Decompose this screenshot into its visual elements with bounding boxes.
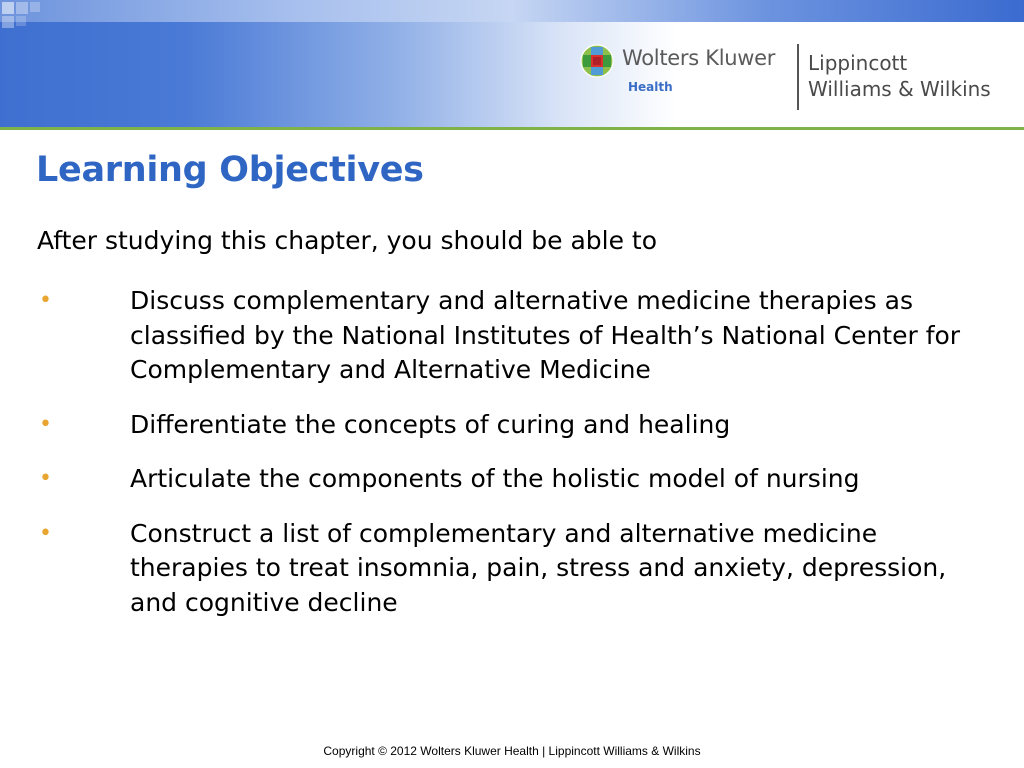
objective-item: [37, 408, 997, 443]
objective-text: Construct a list of complementary and alternative medicine therapies to treat insomnia, pain, stress and anxiety, depression, and cognitive decline: [130, 518, 947, 617]
objective-text: Differentiate the concepts of curing and healing: [130, 409, 731, 439]
objective-text: Articulate the components of the holistic model of nursing: [130, 464, 860, 493]
bullet-icon: •: [39, 288, 52, 313]
logo-company-name: Wolters Kluwer: [622, 46, 776, 70]
wolters-kluwer-globe-icon: [580, 44, 614, 78]
corner-squares-decoration: [0, 0, 50, 40]
logo-division-name: Health: [628, 80, 673, 94]
header-divider-rule: [0, 127, 1024, 130]
header-top-strip: [0, 0, 1024, 22]
objective-item: [37, 517, 997, 621]
objective-item: [37, 284, 997, 388]
logo-imprint-line-1: Lippincott: [808, 51, 908, 75]
bullet-icon: •: [39, 411, 52, 437]
objective-text: Discuss complementary and alternative medicine therapies as classified by the National Institutes of Health’s National Center for Complementary and Alternative Medicine: [130, 286, 961, 384]
bullet-icon: •: [39, 466, 52, 491]
objectives-list: [37, 284, 997, 640]
bullet-icon: •: [39, 520, 52, 546]
copyright-text: Copyright © 2012 Wolters Kluwer Health | Lippincott Williams & Wilkins: [323, 744, 701, 758]
logo-imprint-line-2: Williams & Wilkins: [808, 77, 991, 101]
slide-title: Learning Objectives: [36, 150, 424, 190]
objective-item: [37, 462, 997, 497]
logo-divider: [797, 44, 799, 110]
logo-imprint-name: [808, 50, 991, 102]
publisher-logo: [580, 40, 1020, 118]
copyright-footer: [0, 744, 1024, 758]
intro-text: After studying this chapter, you should be able to: [37, 226, 658, 255]
